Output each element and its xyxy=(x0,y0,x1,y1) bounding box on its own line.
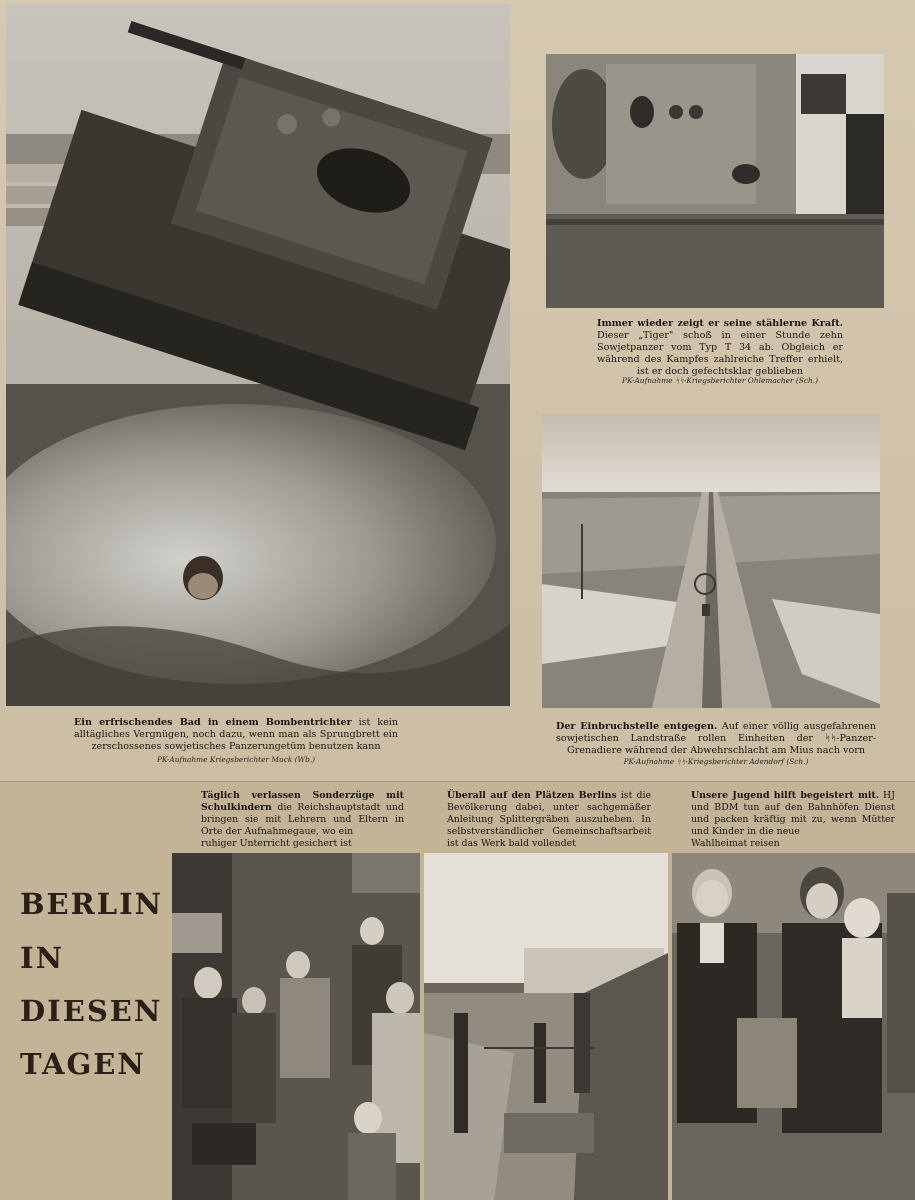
caption-lead: Unsere Jugend hilft begeistert mit. xyxy=(691,790,880,801)
credit-road: PK-Aufnahme ᛋᛋ-Kriegsberichter Adendorf (Sch.) xyxy=(623,757,809,766)
caption-lead: Überall auf den Plätzen Berlins xyxy=(447,790,617,801)
caption-tank-swimmer xyxy=(74,717,398,753)
credit-tiger-hull: PK-Aufnahme ᛋᛋ-Kriegsberichter Ohlemacher (Sch.) xyxy=(622,376,818,385)
photo-school-train xyxy=(172,853,420,1200)
photo-mothers-children xyxy=(672,853,915,1200)
section-title-line-3: DIESEN xyxy=(20,994,163,1028)
photo-trench-digging xyxy=(424,853,668,1200)
caption-youth-helps xyxy=(691,790,895,850)
caption-lead: Täglich verlassen Sonderzüge mit Schulkindern xyxy=(201,790,404,813)
caption-tiger-hull xyxy=(597,318,843,378)
section-title-line-1: BERLIN xyxy=(20,887,164,921)
caption-trenches xyxy=(447,790,651,850)
caption-road xyxy=(556,721,876,757)
caption-school-trains xyxy=(201,790,404,850)
caption-text: die Reichshauptstadt und bringen sie mit Lehrern und Eltern in Orte der Aufnahmegaue, wo ein xyxy=(201,802,404,837)
photo-tank-swimmer xyxy=(6,4,510,706)
credit-tank-swimmer: PK-Aufnahme Kriegsberichter Muck (Wb.) xyxy=(156,755,316,764)
caption-last-line: Wahlheimat reisen xyxy=(691,838,780,849)
section-title-line-2: IN xyxy=(20,941,65,975)
caption-lead: Immer wieder zeigt er seine stählerne Kraft. xyxy=(597,318,843,329)
caption-lead: Ein erfrischendes Bad in einem Bombentrichter xyxy=(74,717,352,728)
caption-text: Dieser „Tiger" schoß in einer Stunde zehn Sowjetpanzer vom Typ T 34 ab. Obgleich er während des Kampfes zahlreiche Treffer erhielt, ist er doch gefechtsklar geblieben xyxy=(597,330,843,377)
caption-last-line: ruhiger Unterricht gesichert ist xyxy=(201,838,352,849)
caption-lead: Der Einbruchstelle entgegen. xyxy=(556,721,718,732)
caption-text: ist die Bevölkerung dabei, unter sachgemäßer Anleitung Splittergräben auszuheben. In selbstverständlicher Gemeinschaftsarbeit ist das Werk bald vollendet xyxy=(447,790,652,849)
caption-text: HJ und BDM tun auf den Bahnhöfen Dienst und packen kräftig mit zu, wenn Mütter und Kinder in die neue xyxy=(691,790,895,837)
caption-text: ist kein alltägliches Vergnügen, noch dazu, wenn man als Sprungbrett ein zerschossenes sowjetisches Panzerungetüm benutzen kann xyxy=(74,717,398,752)
photo-road xyxy=(542,414,880,708)
caption-text: Auf einer völlig ausgefahrenen sowjetischen Landstraße rollen Einheiten der ᛋᛋ-Panzer-Grenadiere während der Abwehrschlacht am Mius nach vorn xyxy=(556,721,876,756)
photo-tiger-hull xyxy=(546,54,884,308)
section-title-line-4: TAGEN xyxy=(20,1047,146,1081)
